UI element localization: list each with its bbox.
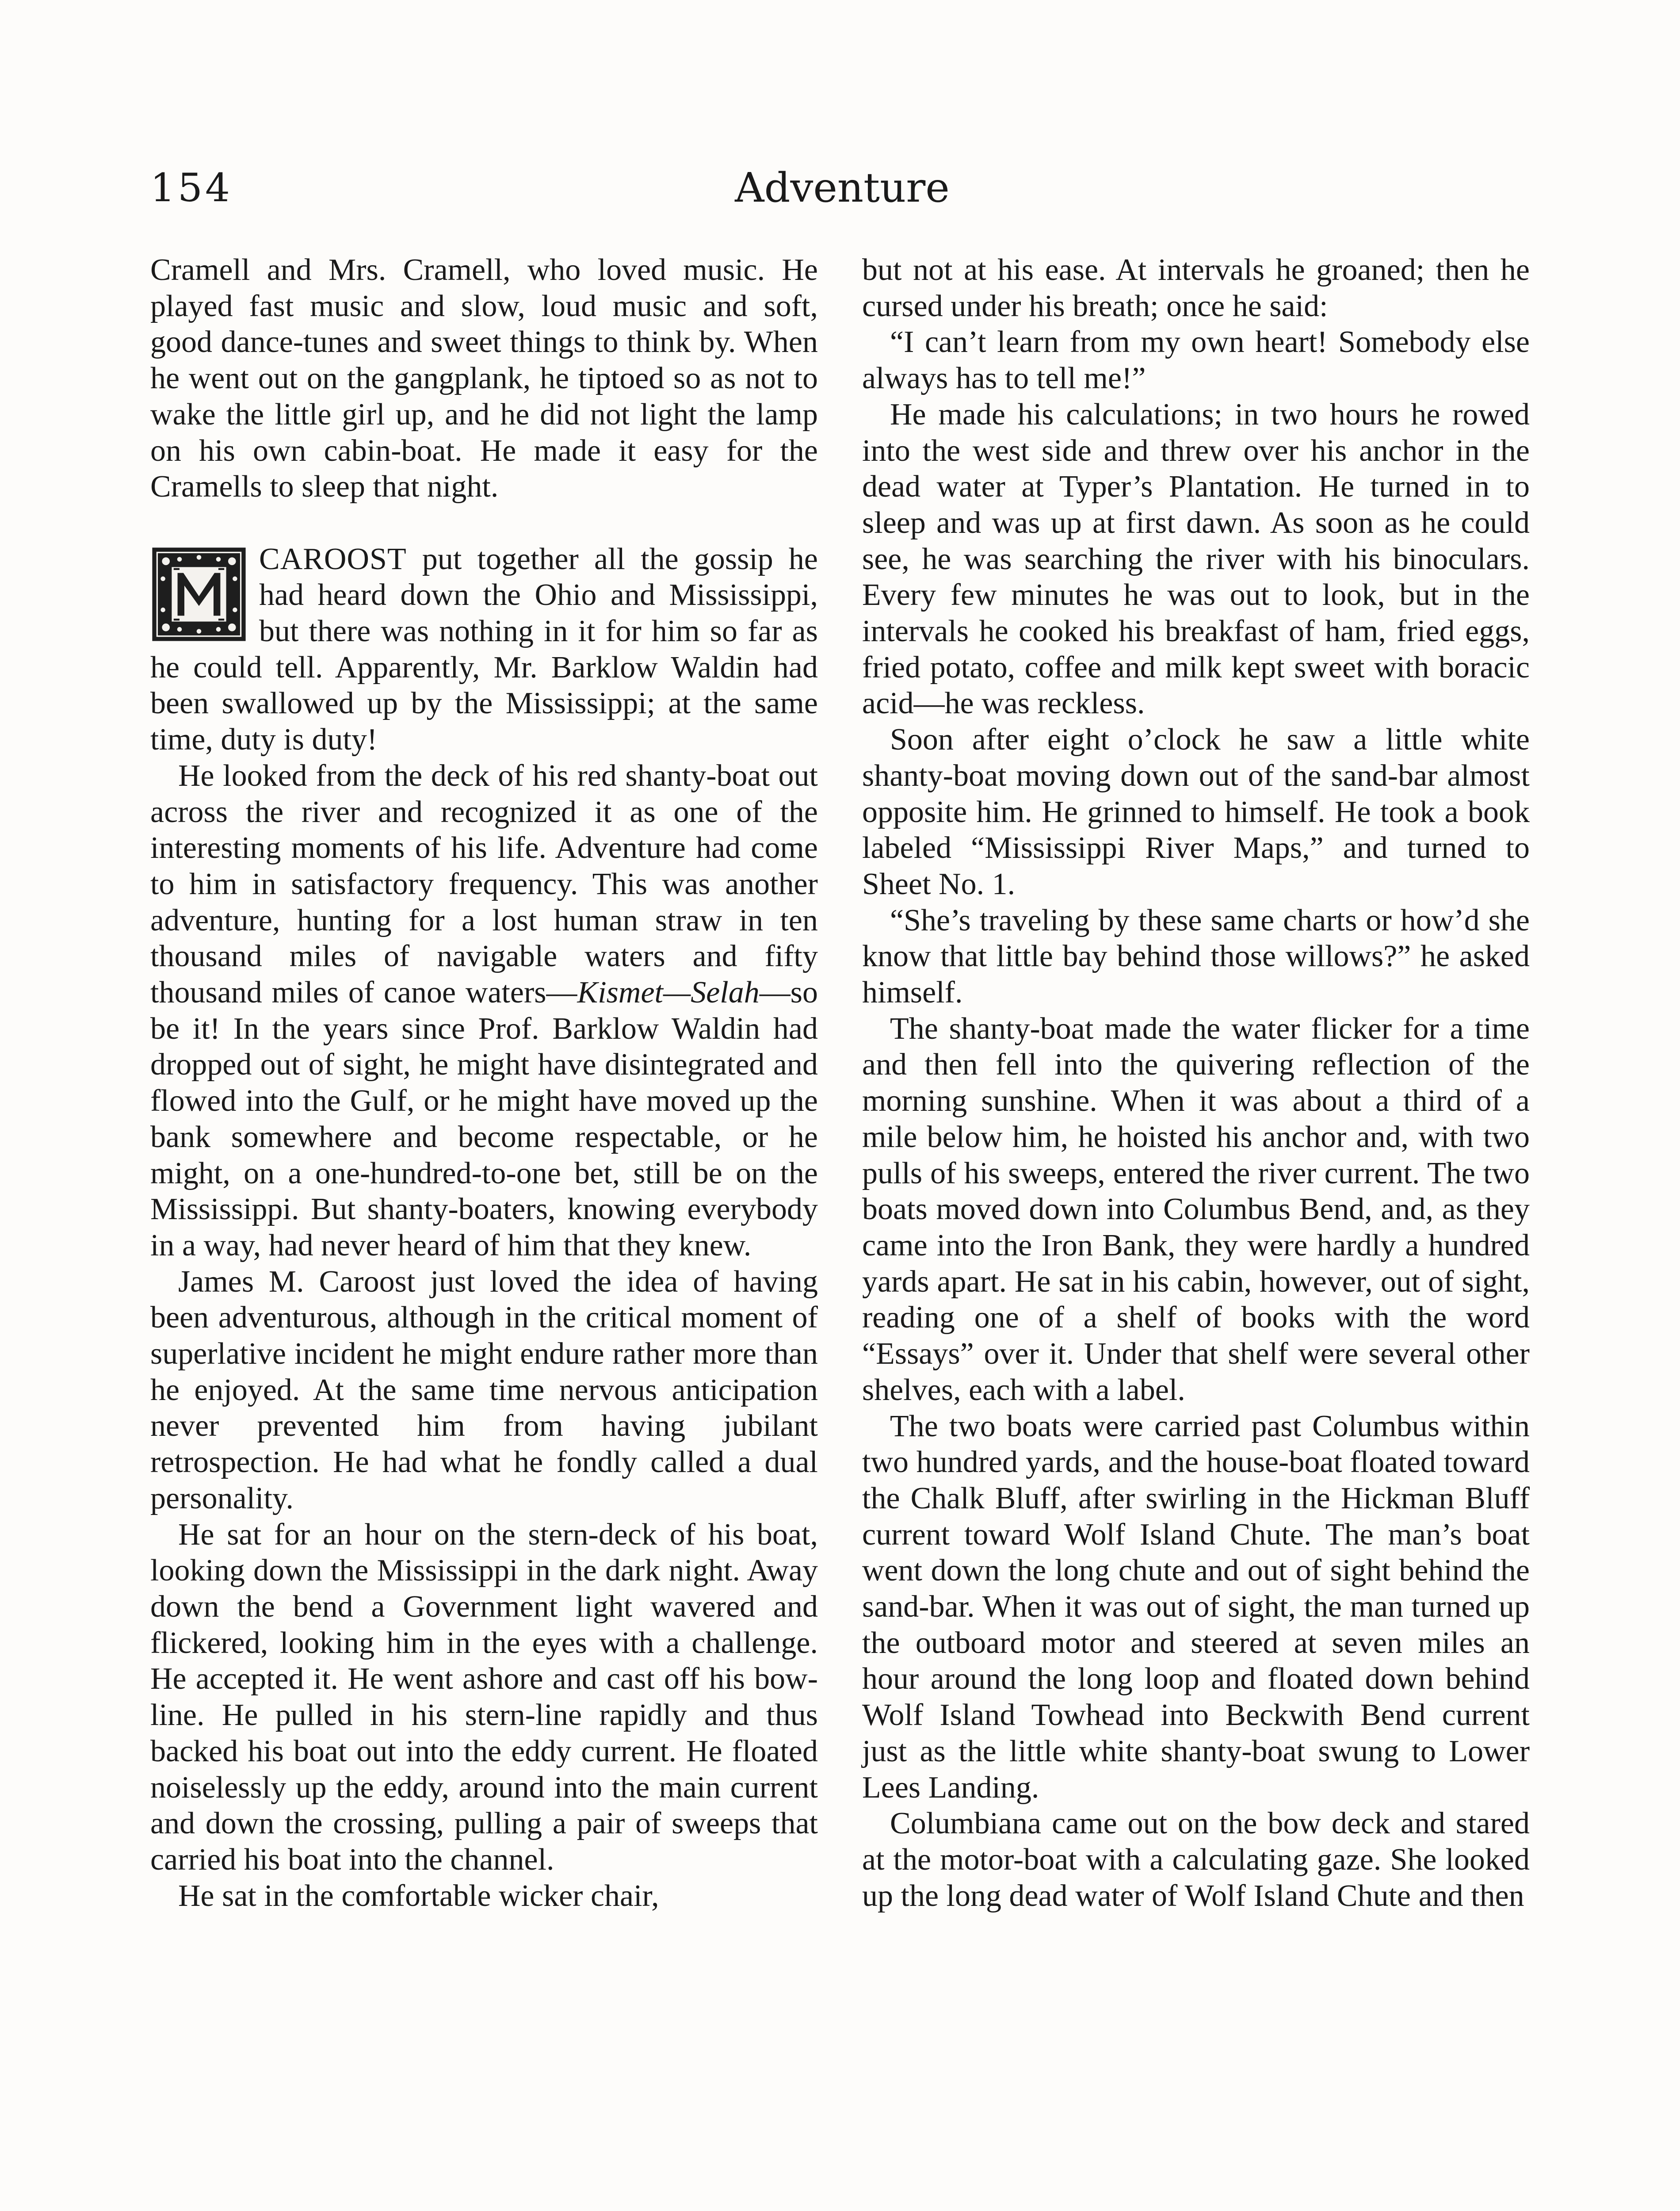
paragraph: Columbiana came out on the bow deck and stared at the motor-boat with a calculating gaze. She looked up the long dead water of Wolf Island Chute and then	[862, 1806, 1530, 1913]
paragraph: He sat in the comfortable wicker chair,	[178, 1878, 659, 1913]
paragraph: The shanty-boat made the water flicker for a time and then fell into the quivering reflection of the morning sunshine. When it was about a third of a mile below him, he hoisted his anchor and, with two pulls of his sweeps, entered the river current. The two boats moved down into Columbus Bend, and, as they came into the Iron Bank, they were hardly a hundred yards apart. He sat in his cabin, however, out of sight, reading one of a shelf of books with the word “Essays” over it. Under that shelf were several other shelves, each with a label.	[862, 1011, 1530, 1407]
paragraph	[150, 758, 818, 1264]
paragraph-text: He looked from the deck of his red shanty-boat out across the river and recognized it as one of the interesting moments of his life. Adventure had come to him in satisfactory frequency. This was another adventure, hunting for a lost human straw in ten thousand miles of navigable waters and fifty thousand miles of canoe waters—	[150, 758, 818, 1010]
paragraph: He made his calculations; in two hours he rowed into the west side and threw over his anchor in the dead water at Typer’s Plantation. He turned in to sleep and was up at first dawn. As soon as he could see, he was searching the river with his binoculars. Every few minutes he was out to look, but in the intervals he cooked his breakfast of ham, fried eggs, fried potato, coffee and milk kept sweet with boracic acid—he was reckless.	[862, 397, 1530, 721]
running-head	[150, 159, 1534, 226]
paragraph-text: —so be it! In the years since Prof. Barklow Waldin had dropped out of sight, he might have disintegrated and flowed into the Gulf, or he might have moved up the bank somewhere and become respectable, or he might, on a one-hundred-to-one bet, still be on the Mississippi. But shanty-boaters, knowing everybody in a way, had never heard of him that they knew.	[150, 975, 818, 1262]
paragraph: “I can’t learn from my own heart! Somebody else always has to tell me!”	[862, 325, 1530, 396]
section-opening-paragraph	[150, 541, 818, 758]
left-column	[150, 252, 818, 2211]
character-name: CAROOST	[259, 542, 407, 576]
right-column	[862, 252, 1530, 2211]
paragraph: “She’s traveling by these same charts or how’d she know that little bay behind those willows?” he asked himself.	[862, 903, 1530, 1010]
drop-cap-m-icon	[150, 546, 248, 643]
page-number: 154	[150, 165, 233, 210]
paragraph: Cramell and Mrs. Cramell, who loved music. He played fast music and slow, loud music and soft, good dance-tunes and sweet things to think by. When he went out on the gangplank, he tiptoed so as not to wake the little girl up, and he did not light the lamp on his own cabin-boat. He made it easy for the Cramells to sleep that night.	[150, 253, 818, 504]
magazine-title: Adventure	[735, 164, 950, 211]
paragraph-text: put together all the gossip he had heard down the Ohio and Mississippi, but there was nothing in it for him so far as he could tell. Apparently, Mr. Barklow Waldin had been swallowed up by the Mississippi; at the same time, duty is duty!	[150, 542, 818, 757]
paragraph: Soon after eight o’clock he saw a little white shanty-boat moving down out of the sand-bar almost opposite him. He grinned to himself. He took a book labeled “Mississippi River Maps,” and turned to Sheet No. 1.	[862, 723, 1530, 901]
italic-phrase: Kismet—Selah	[577, 975, 760, 1010]
paragraph: James M. Caroost just loved the idea of having been adventurous, although in the critical moment of superlative incident he might endure rather more than he enjoyed. At the same time nervous anticipation never prevented him from having jubilant retrospection. He had what he fondly called a dual personality.	[150, 1264, 818, 1515]
paragraph: The two boats were carried past Columbus within two hundred yards, and the house-boat floated toward the Chalk Bluff, after swirling in the Hickman Bluff current toward Wolf Island Chute. The man’s boat went down the long chute and out of sight behind the sand-bar. When it was out of sight, the man turned up the outboard motor and steered at seven miles an hour around the long loop and floated down behind Wolf Island Towhead into Beckwith Bend current just as the little white shanty-boat swung to Lower Lees Landing.	[862, 1409, 1530, 1805]
paragraph: He sat for an hour on the stern-deck of his boat, looking down the Mississippi in the dark night. Away down the bend a Government light wavered and flickered, looking him in the eyes with a challenge. He accepted it. He went ashore and cast off his bow-line. He pulled in his stern-line rapidly and thus backed his boat out into the eddy current. He floated noiselessly up the eddy, around into the main current and down the crossing, pulling a pair of sweeps that carried his boat into the channel.	[150, 1517, 818, 1877]
paragraph: but not at his ease. At intervals he groaned; then he cursed under his breath; once he said:	[862, 253, 1530, 323]
